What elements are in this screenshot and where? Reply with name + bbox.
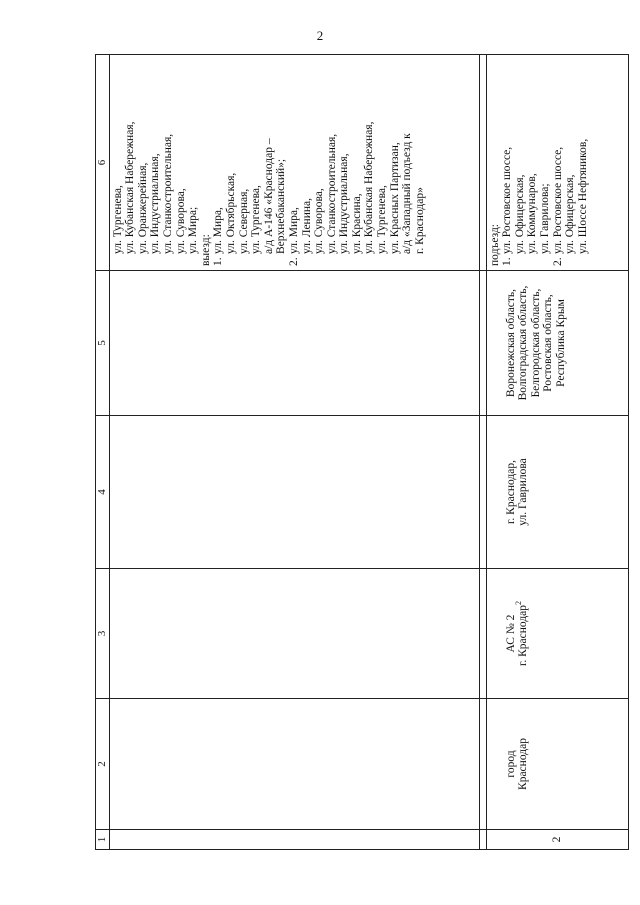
route-line	[389, 59, 402, 266]
route-text: ул. Тургенева,	[250, 185, 263, 254]
route-line	[288, 59, 301, 266]
route-line	[376, 59, 389, 266]
route-line	[577, 59, 590, 266]
header-row	[96, 55, 110, 850]
route-text: подъезд:	[488, 224, 501, 266]
station-city: г. Краснодар	[517, 604, 530, 667]
region-line: Белгородская область,	[529, 288, 542, 398]
station-cell	[486, 569, 628, 699]
route-text: ул. Тургенева,	[376, 185, 389, 254]
route-line	[564, 59, 577, 266]
data-row	[486, 55, 628, 850]
route-text: ул. Мира,	[287, 207, 300, 254]
list-number: 1.	[501, 257, 514, 266]
route-line	[112, 59, 125, 266]
page-number: 2	[316, 28, 324, 43]
list-number: 2.	[287, 257, 300, 266]
route-line	[338, 59, 351, 266]
route-text: ул. Оранжерейная,	[136, 162, 149, 254]
list-number: 2.	[551, 257, 564, 266]
route-line	[401, 59, 414, 266]
route-line	[313, 59, 326, 266]
cont-col-3	[109, 569, 479, 699]
route-text: ул. Суворова,	[174, 188, 187, 254]
route-text: выезд:	[199, 234, 212, 266]
route-line	[162, 59, 175, 266]
route-text: ул. Ростовское шоссе,	[501, 146, 514, 254]
route-line	[526, 59, 539, 266]
cont-col-2	[109, 699, 479, 830]
route-text: ул. Северная,	[237, 188, 250, 254]
address-line: г. Краснодар,	[504, 460, 517, 524]
route-text: а/д «Западный подъезд к	[401, 133, 414, 254]
cont-col-4	[109, 416, 479, 569]
route-line	[539, 59, 552, 266]
route-text: ул. Октябрьская,	[224, 172, 237, 254]
route-line	[501, 59, 514, 266]
route-line	[414, 59, 427, 266]
route-text: ул. Красных Партизан,	[388, 142, 401, 254]
route-line	[514, 59, 527, 266]
separator-row	[479, 55, 486, 850]
route-text: ул. Красина,	[350, 193, 363, 254]
route-line	[351, 59, 364, 266]
route-text: а/д А-146 «Краснодар –	[262, 138, 275, 254]
route-text: ул. Станкостроительная,	[325, 133, 338, 254]
settlement-line: Краснодар	[517, 738, 530, 790]
route-text: ул. Шоссе Нефтяников,	[576, 138, 589, 254]
address-line: ул. Гаврилова	[517, 458, 530, 526]
route-line	[363, 59, 376, 266]
cont-route-list	[109, 55, 479, 271]
route-text: ул. Коммунаров,	[526, 173, 539, 254]
header-col-6: 6	[96, 55, 110, 271]
regions-cell	[486, 271, 628, 416]
route-text: г. Краснодар»	[413, 187, 426, 254]
header-col-2: 2	[96, 699, 110, 830]
route-text: ул. Тургенева,	[111, 185, 124, 254]
settlement-line: город	[504, 750, 517, 778]
cont-col-5	[109, 271, 479, 416]
header-col-4: 4	[96, 416, 110, 569]
settlement-cell	[486, 699, 628, 830]
route-list	[486, 55, 628, 271]
footnote-mark: 2	[514, 600, 524, 605]
route-line	[187, 59, 200, 266]
route-line	[149, 59, 162, 266]
route-line	[200, 59, 213, 266]
address-cell	[486, 416, 628, 569]
region-line: Воронежская область,	[504, 288, 517, 398]
header-col-5: 5	[96, 271, 110, 416]
rotated-table	[95, 55, 605, 850]
continuation-row	[109, 55, 479, 850]
route-text: ул. Ленина,	[300, 197, 313, 254]
route-line	[275, 59, 288, 266]
route-line	[250, 59, 263, 266]
route-text: ул. Офицерская,	[513, 174, 526, 254]
route-text: ул. Офицерская,	[564, 174, 577, 254]
route-line	[212, 59, 225, 266]
region-line: Республика Крым	[554, 299, 567, 387]
route-line	[124, 59, 137, 266]
station-line: АС № 2	[504, 614, 517, 653]
route-line	[326, 59, 339, 266]
header-col-1: 1	[96, 830, 110, 850]
route-text: Верхнебаканский»;	[275, 158, 288, 254]
route-line	[301, 59, 314, 266]
route-text: ул. Индустриальная,	[149, 153, 162, 254]
route-text: ул. Гаврилова;	[538, 183, 551, 254]
region-line: Волгоградская область,	[517, 285, 530, 401]
routes-table	[95, 54, 629, 850]
station-line	[514, 573, 530, 694]
route-text: ул. Станкостроительная,	[161, 133, 174, 254]
header-col-3: 3	[96, 569, 110, 699]
route-line	[238, 59, 251, 266]
cont-col-1	[109, 830, 479, 850]
route-text: ул. Ростовское шоссе,	[551, 146, 564, 254]
route-line	[137, 59, 150, 266]
route-text: ул. Суворова,	[313, 188, 326, 254]
route-text: ул. Индустриальная,	[338, 153, 351, 254]
route-line	[175, 59, 188, 266]
route-text: ул. Кубанская Набережная,	[363, 121, 376, 254]
route-text: ул. Кубанская Набережная,	[124, 121, 137, 254]
route-text: ул. Мира,	[212, 207, 225, 254]
route-line	[489, 59, 502, 266]
region-line: Ростовская область,	[542, 294, 555, 392]
route-line	[263, 59, 276, 266]
route-line	[225, 59, 238, 266]
list-number: 1.	[212, 257, 225, 266]
route-text: ул. Мира;	[187, 206, 200, 254]
table-sheet	[95, 55, 605, 850]
row-number: 2	[486, 830, 628, 850]
route-line	[552, 59, 565, 266]
